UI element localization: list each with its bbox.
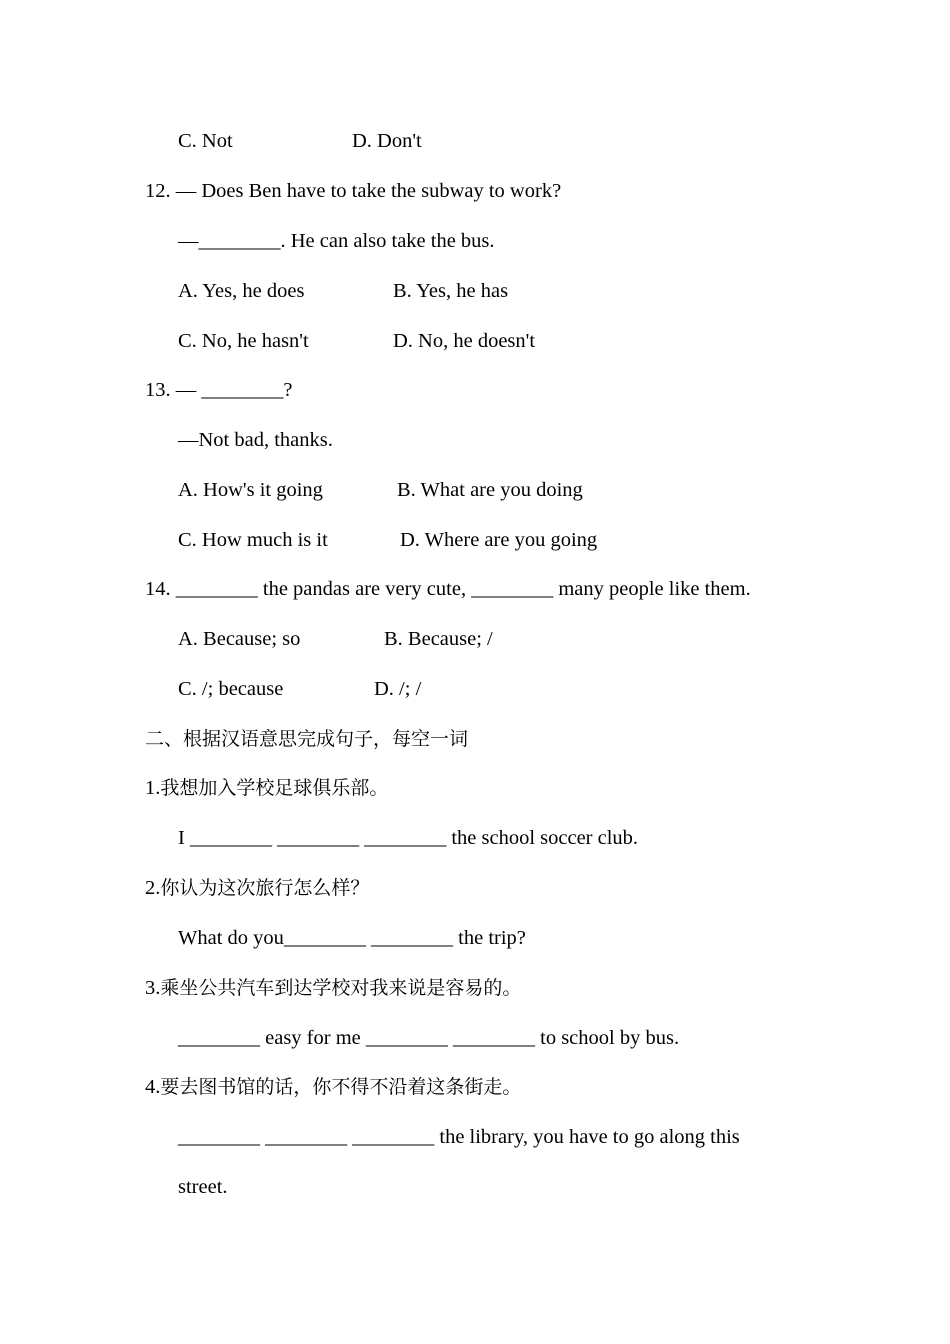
s2-item4-text: 要去图书馆的话，你不得不沿着这条街走。 [160,1076,522,1098]
q13-question: 13. — ________? [145,379,293,401]
s2-item3-answer: ________ easy for me ________ ________ to school by bus. [178,1027,680,1049]
q14-question: 14. ________ the pandas are very cute, ________ many people like them. [145,578,751,600]
q12-option-c: C. No, he hasn't [178,330,309,352]
s2-item4-answer-cont: street. [178,1176,228,1198]
q12-answer: —________. He can also take the bus. [178,230,495,252]
s2-item2-prompt [145,875,369,901]
s2-item4-prompt [145,1074,521,1100]
q13-option-d: D. Where are you going [400,529,598,551]
s2-item1-num: 1. [145,777,161,799]
q11-option-d: D. Don't [352,130,422,152]
s2-item1-text: 我想加入学校足球俱乐部。 [160,777,389,799]
q13-answer: —Not bad, thanks. [178,429,333,451]
section2-heading: 二、根据汉语意思完成句子，每空一词 [145,728,469,750]
q13-option-a: A. How's it going [178,479,323,501]
s2-item4-num: 4. [145,1076,161,1098]
q14-option-c: C. /; because [178,678,284,700]
q13-option-b: B. What are you doing [397,479,583,501]
q12-option-d: D. No, he doesn't [393,330,536,352]
q14-option-a: A. Because; so [178,628,301,650]
s2-item1-prompt [145,775,388,801]
s2-item2-answer: What do you________ ________ the trip? [178,927,526,949]
s2-item2-text: 你认为这次旅行怎么样？ [160,877,370,899]
q14-option-d: D. /; / [374,678,422,700]
q12-option-a: A. Yes, he does [178,280,305,302]
s2-item3-text: 乘坐公共汽车到达学校对我来说是容易的。 [160,977,522,999]
q12-question: 12. — Does Ben have to take the subway to work? [145,180,562,202]
q13-option-c: C. How much is it [178,529,328,551]
q12-option-b: B. Yes, he has [393,280,509,302]
s2-item3-prompt [145,975,521,1001]
s2-item3-num: 3. [145,977,161,999]
q11-option-c: C. Not [178,130,233,152]
q14-option-b: B. Because; / [384,628,493,650]
s2-item4-answer: ________ ________ ________ the library, you have to go along this [178,1126,740,1148]
s2-item1-answer: I ________ ________ ________ the school soccer club. [178,827,639,849]
s2-item2-num: 2. [145,877,161,899]
